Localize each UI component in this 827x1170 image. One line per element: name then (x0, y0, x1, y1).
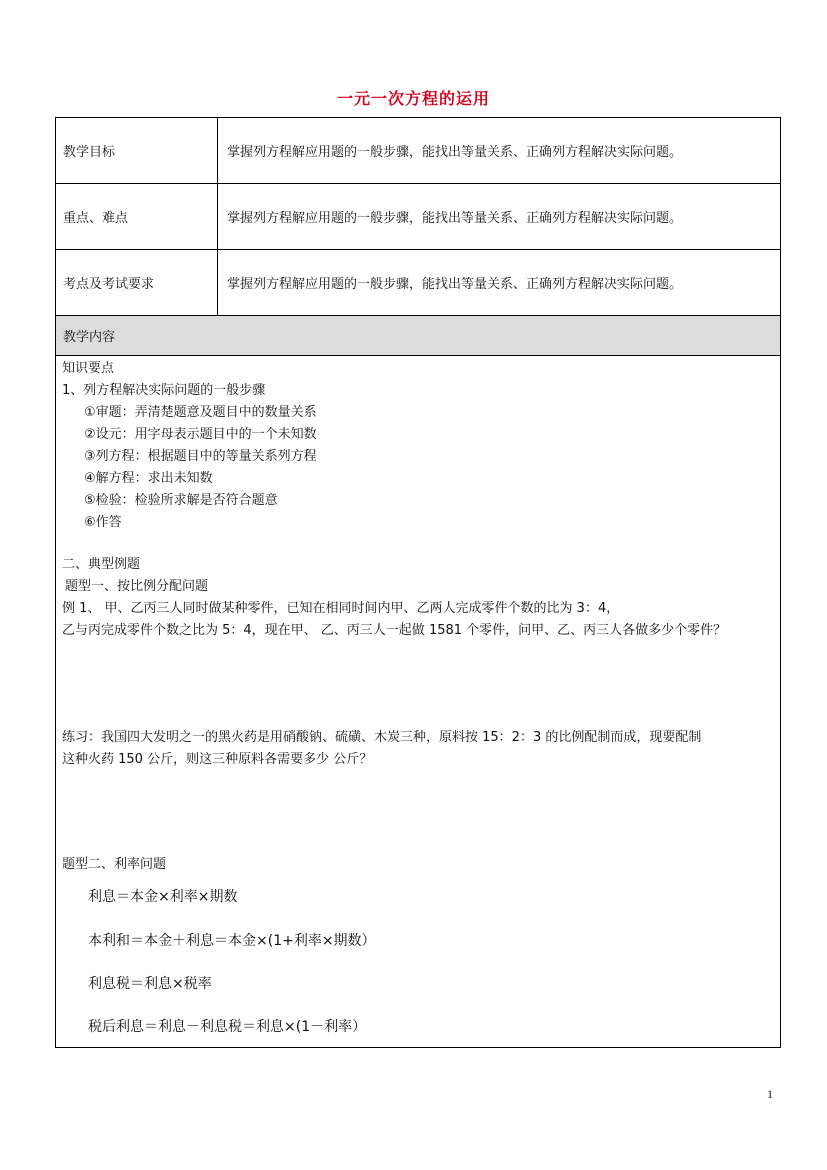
section2-heading: 二、典型例题 (62, 557, 141, 572)
row-label: 重点、难点 (56, 184, 218, 249)
step-item: ⑤检验：检验所求解是否符合题意 (84, 493, 278, 508)
formula: 本利和＝本金＋利息＝本金×(1+利率×期数） (88, 933, 376, 949)
table-row-exam-requirements (56, 250, 780, 316)
table-row-content-header (56, 316, 780, 356)
step-item: ⑥作答 (84, 515, 122, 530)
practice-text: 练习：我国四大发明之一的黑火药是用硝酸钠、硫磺、木炭三种，原料按 15：2：3 的比例配制而成，现要配制 (62, 730, 702, 745)
type1-heading: 题型一、按比例分配问题 (65, 579, 209, 594)
row-label: 教学目标 (56, 118, 218, 183)
example1-text: 乙与丙完成零件个数之比为 5：4，现在甲、 乙、丙三人一起做 1581 个零件，问甲、乙、丙三人各做多少个零件？ (62, 623, 727, 638)
step-item: ③列方程：根据题目中的等量关系列方程 (84, 449, 317, 464)
lesson-table (55, 117, 781, 1048)
knowledge-heading: 知识要点 (62, 361, 115, 376)
step-item: ④解方程：求出未知数 (84, 471, 213, 486)
row-label: 考点及考试要求 (56, 250, 218, 315)
step-item: ②设元：用字母表示题目中的一个未知数 (84, 427, 317, 442)
step-item: ①审题：弄清楚题意及题目中的数量关系 (84, 405, 317, 420)
content-header-label: 教学内容 (63, 330, 116, 345)
row-value: 掌握列方程解应用题的一般步骤，能找出等量关系、正确列方程解决实际问题。 (227, 211, 683, 226)
formula: 税后利息＝利息－利息税＝利息×(1－利率） (88, 1019, 367, 1035)
row-value: 掌握列方程解应用题的一般步骤，能找出等量关系、正确列方程解决实际问题。 (227, 145, 683, 160)
table-row-key-points (56, 184, 780, 250)
row-value: 掌握列方程解应用题的一般步骤，能找出等量关系、正确列方程解决实际问题。 (227, 277, 683, 292)
document-title: 一元一次方程的运用 (336, 89, 490, 108)
practice-text: 这种火药 150 公斤，则这三种原料各需要多少 公斤？ (62, 752, 373, 767)
type2-heading: 题型二、利率问题 (62, 857, 167, 872)
formula: 利息税＝利息×税率 (88, 976, 212, 992)
page-number: 1 (767, 1087, 773, 1101)
formula: 利息＝本金×利率×期数 (88, 889, 238, 905)
example1-text: 例 1、 甲、乙丙三人同时做某种零件，已知在相同时间内甲、乙两人完成零件个数的比为 3：4， (62, 601, 620, 616)
table-row-objectives (56, 118, 780, 184)
section1-heading: 1、列方程解决实际问题的一般步骤 (62, 383, 266, 398)
